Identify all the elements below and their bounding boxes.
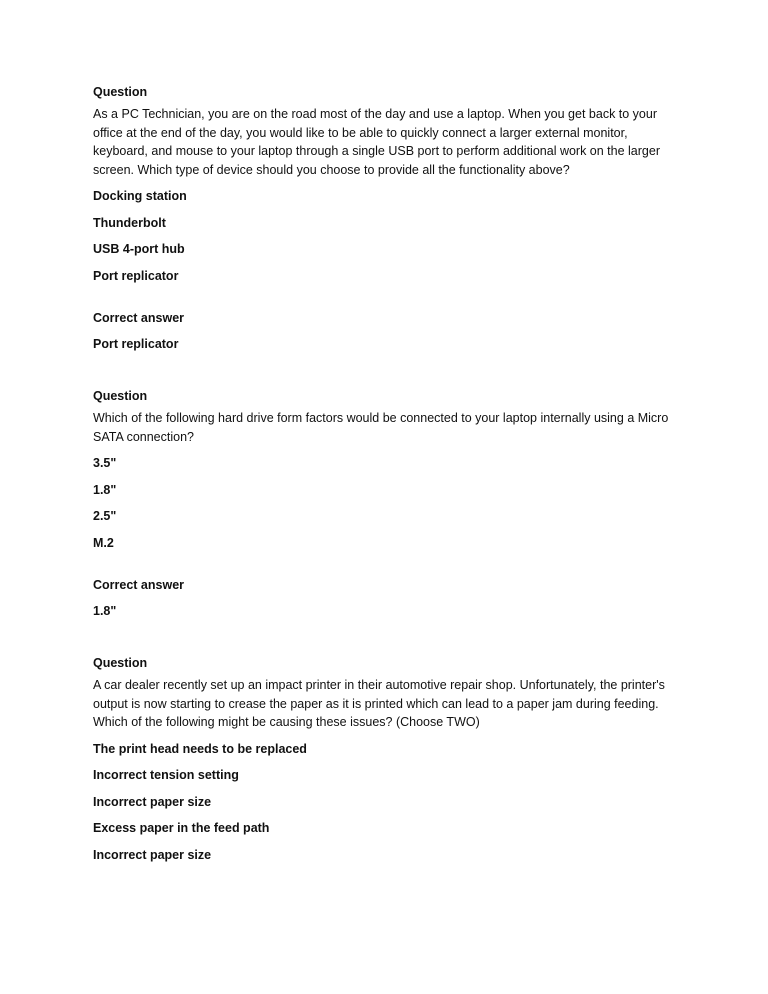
correct-answer-value: 1.8" <box>93 604 117 618</box>
question-block <box>93 655 683 863</box>
correct-answer-label: Correct answer <box>93 310 185 325</box>
answer-option: Incorrect tension setting <box>93 768 239 782</box>
question-text: As a PC Technician, you are on the road most of the day and use a laptop. When you get back to your office at the end of the day, you would like to be able to quickly connect a larger external monitor, keyboard, and mouse to your laptop through a single USB port to perform additional work on the larger screen. Which type of device should you choose to provide all the functionality above? <box>93 107 660 177</box>
question-block <box>93 84 683 352</box>
answer-option: M.2 <box>93 535 114 550</box>
answer-option: Excess paper in the feed path <box>93 821 270 835</box>
document-page <box>93 84 683 873</box>
answer-option: USB 4-port hub <box>93 242 185 256</box>
correct-answer-label: Correct answer <box>93 577 185 592</box>
answer-option: 3.5" <box>93 456 117 470</box>
answer-option: Incorrect paper size <box>93 794 212 809</box>
answer-option: Docking station <box>93 189 187 203</box>
question-label: Question <box>93 389 148 403</box>
answer-option: Incorrect paper size <box>93 847 212 862</box>
question-label: Question <box>93 656 148 670</box>
question-label: Question <box>93 85 148 99</box>
question-text: A car dealer recently set up an impact printer in their automotive repair shop. Unfortunately, the printer's output is now starting to crease the paper as it is printed which can lead to a paper jam during feeding. Which of the following might be causing these issues? (Choose TWO) <box>93 678 665 729</box>
answer-option: The print head needs to be replaced <box>93 741 307 756</box>
answer-option: 2.5" <box>93 509 117 523</box>
correct-answer-value: Port replicator <box>93 337 179 351</box>
answer-option: 1.8" <box>93 482 117 497</box>
question-text: Which of the following hard drive form factors would be connected to your laptop internally using a Micro SATA connection? <box>93 411 669 444</box>
answer-option: Thunderbolt <box>93 215 166 230</box>
answer-option: Port replicator <box>93 268 179 283</box>
question-block <box>93 388 683 619</box>
